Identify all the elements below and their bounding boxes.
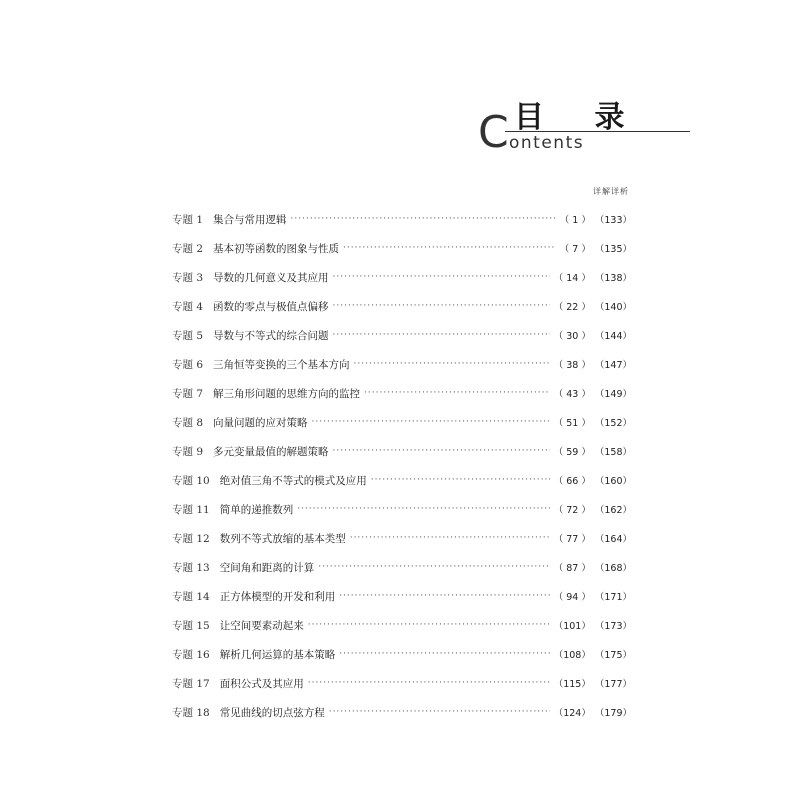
toc-entry[interactable] (172, 384, 632, 402)
toc-entry-answer-page: （160） (594, 476, 632, 487)
toc-entry-page: （ 59 ） (553, 447, 591, 458)
toc-entry-title: 向量问题的应对策略 (213, 416, 308, 429)
toc-leader-dots (343, 243, 556, 253)
toc-entry-page: （ 87 ） (553, 563, 591, 574)
toc-entry[interactable] (172, 268, 632, 286)
toc-entry[interactable] (172, 616, 632, 634)
toc-leader-dots (364, 388, 550, 398)
toc-entry-answer-page: （168） (594, 563, 632, 574)
toc-entry-title: 数列不等式放缩的基本类型 (219, 532, 346, 545)
toc-entry[interactable] (172, 355, 632, 373)
toc-leader-dots (354, 359, 550, 369)
toc-entry-number: 专题 9 (172, 445, 204, 458)
toc-entry-page: （ 22 ） (553, 302, 591, 313)
toc-entry-page: （ 38 ） (553, 360, 591, 371)
toc-entry-title: 函数的零点与极值点偏移 (213, 300, 329, 313)
title-divider (505, 131, 690, 132)
toc-entry-answer-page: （133） (594, 215, 632, 226)
toc-entry-page: （ 1 ） (559, 215, 591, 226)
toc-entry-title: 三角恒等变换的三个基本方向 (213, 358, 350, 371)
toc-entry[interactable] (172, 326, 632, 344)
toc-entry-answer-page: （149） (594, 389, 632, 400)
toc-entry-title: 空间角和距离的计算 (219, 561, 315, 574)
toc-leader-dots (339, 591, 550, 601)
toc-leader-dots (318, 562, 550, 572)
toc-entry[interactable] (172, 674, 632, 692)
toc-entry-number: 专题 18 (172, 706, 210, 719)
toc-entry-answer-page: （152） (594, 418, 632, 429)
toc-entry[interactable] (172, 500, 632, 518)
toc-entry-answer-page: （135） (594, 244, 632, 255)
toc-entry-number: 专题 11 (172, 503, 210, 516)
toc-leader-dots (312, 417, 550, 427)
toc-entry-page: （ 14 ） (553, 273, 591, 284)
toc-leader-dots (333, 272, 550, 282)
page-header (0, 0, 800, 170)
toc-entry-title: 集合与常用逻辑 (213, 213, 287, 226)
toc-leader-dots (333, 301, 550, 311)
toc-entry-answer-page: （140） (594, 302, 632, 313)
toc-entry-page: （115） (553, 679, 591, 690)
toc-entry-answer-page: （164） (594, 534, 632, 545)
toc-entry-number: 专题 8 (172, 416, 204, 429)
page-title: 目 录 (514, 100, 645, 135)
toc-leader-dots (308, 620, 550, 630)
toc-entry-page: （ 72 ） (553, 505, 591, 516)
toc-leader-dots (333, 446, 550, 456)
toc-entry-number: 专题 12 (172, 532, 210, 545)
toc-entry-number: 专题 17 (172, 677, 210, 690)
toc-entry[interactable] (172, 239, 632, 257)
toc-entry-number: 专题 6 (172, 358, 204, 371)
toc-entry-answer-page: （171） (594, 592, 632, 603)
toc-entry-number: 专题 7 (172, 387, 204, 400)
toc-entry-title: 导数的几何意义及其应用 (213, 271, 329, 284)
toc-entry-page: （ 43 ） (553, 389, 591, 400)
toc-entry-title: 让空间要素动起来 (219, 619, 304, 632)
toc-entry[interactable] (172, 297, 632, 315)
toc-entry-page: （124） (553, 708, 591, 719)
toc-entry[interactable] (172, 471, 632, 489)
toc-entry-title: 解三角形问题的思维方向的监控 (213, 387, 361, 400)
toc-entry-answer-page: （175） (594, 650, 632, 661)
toc-entry-page: （ 94 ） (553, 592, 591, 603)
toc-entry[interactable] (172, 210, 632, 228)
toc-entry[interactable] (172, 587, 632, 605)
toc-entry-number: 专题 1 (172, 213, 204, 226)
toc-entry-page: （ 30 ） (553, 331, 591, 342)
toc-leader-dots (308, 678, 550, 688)
toc-entry[interactable] (172, 529, 632, 547)
toc-entry-page: （101） (553, 621, 591, 632)
toc-entry-answer-page: （162） (594, 505, 632, 516)
toc-entry-title: 简单的递推数列 (219, 503, 294, 516)
toc-entry-answer-page: （147） (594, 360, 632, 371)
toc-leader-dots (297, 504, 550, 514)
toc-entry-answer-page: （138） (594, 273, 632, 284)
toc-entry[interactable] (172, 442, 632, 460)
toc-entry-title: 基本初等函数的图象与性质 (213, 242, 340, 255)
toc-entry-page: （ 7 ） (559, 244, 591, 255)
toc-entry-title: 解析几何运算的基本策略 (219, 648, 336, 661)
toc-entry-number: 专题 13 (172, 561, 210, 574)
toc-leader-dots (350, 533, 550, 543)
toc-entry[interactable] (172, 645, 632, 663)
toc-leader-dots (371, 475, 550, 485)
toc-entry-number: 专题 2 (172, 242, 204, 255)
toc-entry-page: （ 51 ） (553, 418, 591, 429)
toc-entry[interactable] (172, 558, 632, 576)
toc-entry-answer-page: （173） (594, 621, 632, 632)
contents-initial-letter: C (478, 107, 509, 158)
toc-entry-title: 常见曲线的切点弦方程 (219, 706, 325, 719)
toc-entry[interactable] (172, 413, 632, 431)
toc-entry-answer-page: （144） (594, 331, 632, 342)
toc-entry-answer-page: （158） (594, 447, 632, 458)
toc-entry-title: 面积公式及其应用 (219, 677, 304, 690)
toc-entry[interactable] (172, 703, 632, 721)
toc-entry-number: 专题 16 (172, 648, 210, 661)
toc-entry-title: 多元变量最值的解题策略 (213, 445, 329, 458)
toc-entry-answer-page: （179） (594, 708, 632, 719)
toc-entry-number: 专题 15 (172, 619, 210, 632)
toc-leader-dots (291, 214, 556, 224)
toc-entry-number: 专题 10 (172, 474, 210, 487)
toc-entry-title: 正方体模型的开发和利用 (219, 590, 336, 603)
toc-entry-answer-page: （177） (594, 679, 632, 690)
toc-entry-page: （ 66 ） (553, 476, 591, 487)
toc-leader-dots (339, 649, 550, 659)
toc-entry-number: 专题 14 (172, 590, 210, 603)
toc-leader-dots (329, 707, 550, 717)
toc-entry-number: 专题 5 (172, 329, 204, 342)
toc-entry-number: 专题 3 (172, 271, 204, 284)
answers-column-label: 详解详析 (593, 187, 629, 196)
contents-subtitle: ontents (509, 133, 585, 153)
toc-entry-title: 绝对值三角不等式的模式及应用 (219, 474, 367, 487)
toc-leader-dots (333, 330, 550, 340)
toc-entry-number: 专题 4 (172, 300, 204, 313)
toc-entry-page: （108） (553, 650, 591, 661)
toc-entry-title: 导数与不等式的综合问题 (213, 329, 329, 342)
toc-entry-page: （ 77 ） (553, 534, 591, 545)
